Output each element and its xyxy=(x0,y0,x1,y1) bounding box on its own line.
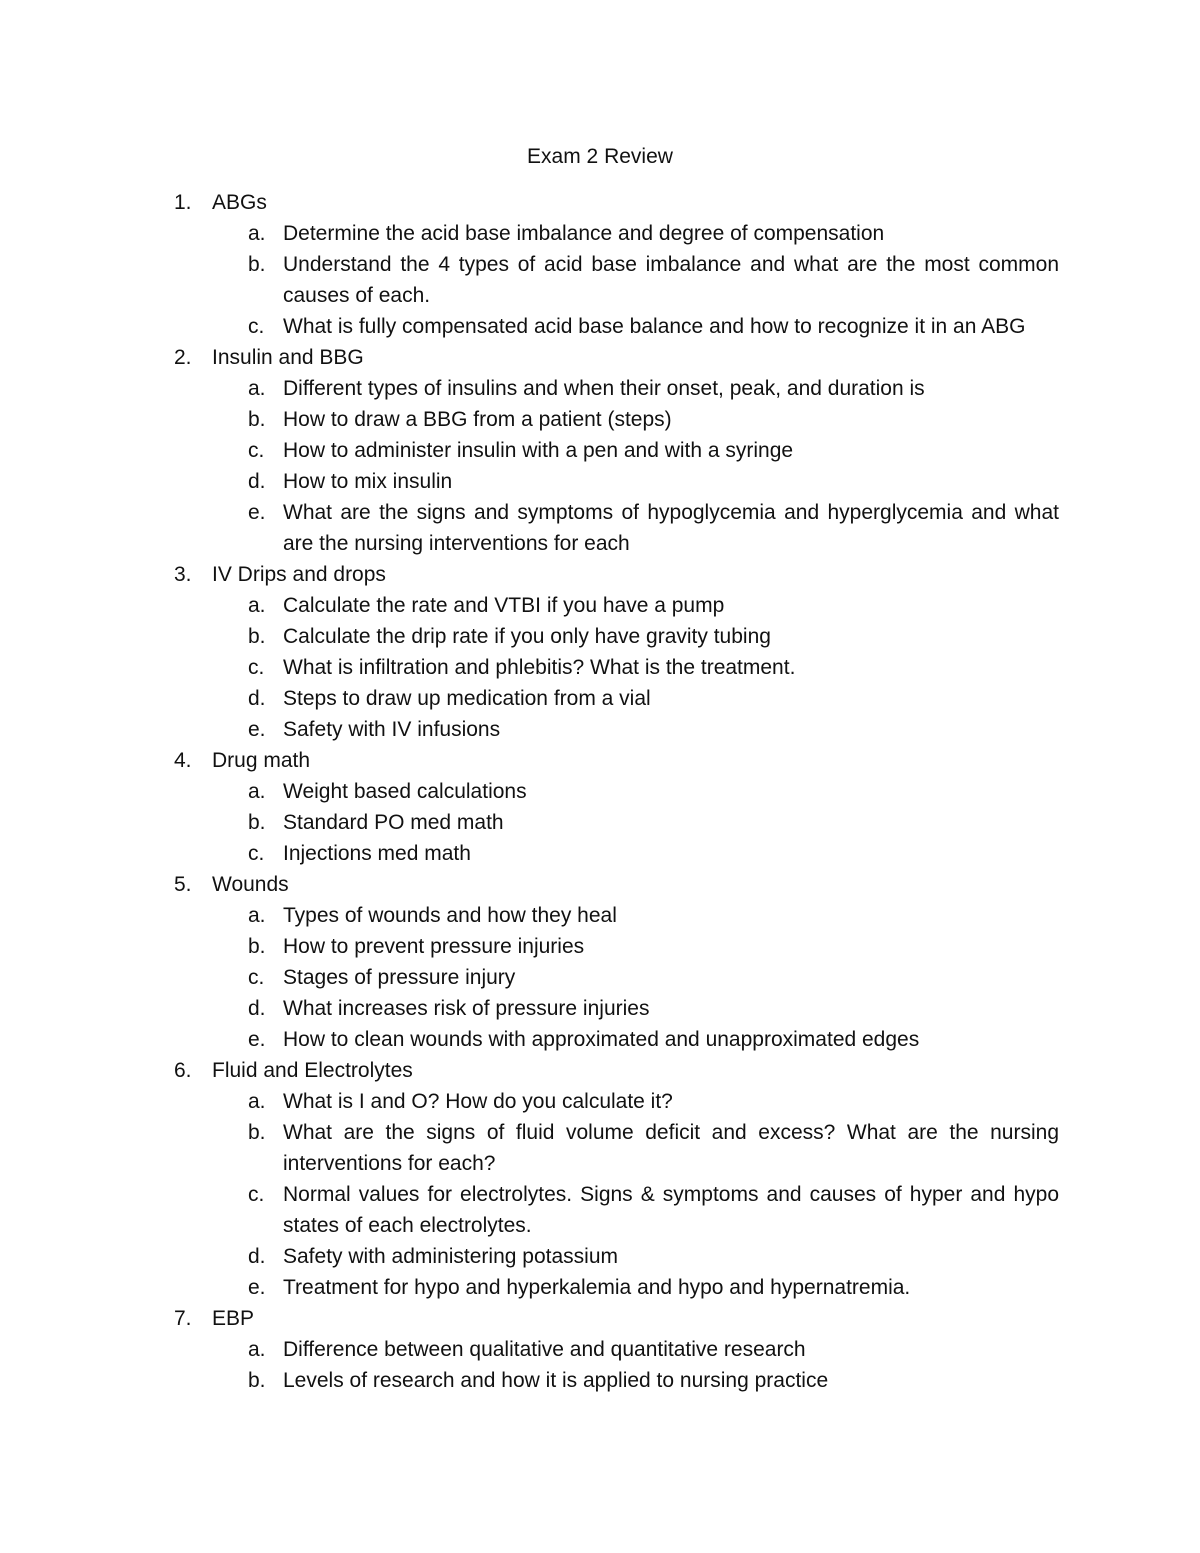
topic-label: EBP xyxy=(212,1307,255,1330)
subitem-letter: a. xyxy=(248,904,266,927)
subitem-text: Safety with administering potassium xyxy=(283,1245,618,1268)
subitem-letter: d. xyxy=(248,997,266,1020)
outline-subitem xyxy=(0,373,1200,404)
subitem-text: Normal values for electrolytes. Signs & symptoms and causes of hyper and hypo states of each electrolytes. xyxy=(283,1183,1059,1237)
subitem-letter: b. xyxy=(248,1369,266,1392)
subitem-text: What is fully compensated acid base balance and how to recognize it in an ABG xyxy=(283,315,1026,338)
subitem-text: Standard PO med math xyxy=(283,811,504,834)
outline-subitem xyxy=(0,1086,1200,1117)
subitem-letter: c. xyxy=(248,966,265,989)
subitem-letter: a. xyxy=(248,377,266,400)
outline-subitem xyxy=(0,1241,1200,1272)
topic-number: 6. xyxy=(174,1059,192,1082)
subitem-text: What increases risk of pressure injuries xyxy=(283,997,650,1020)
outline-subitem xyxy=(0,993,1200,1024)
outline-subitem xyxy=(0,1179,1200,1241)
subitem-letter: c. xyxy=(248,842,265,865)
outline-subitem xyxy=(0,838,1200,869)
topic-number: 5. xyxy=(174,873,192,896)
outline-subitem xyxy=(0,1117,1200,1179)
subitem-letter: c. xyxy=(248,656,265,679)
subitem-letter: b. xyxy=(248,811,266,834)
subitem-letter: d. xyxy=(248,687,266,710)
outline-subitem xyxy=(0,497,1200,559)
subitem-text: Steps to draw up medication from a vial xyxy=(283,687,651,710)
subitem-letter: e. xyxy=(248,718,266,741)
subitem-text: How to mix insulin xyxy=(283,470,453,493)
outline-subitem xyxy=(0,404,1200,435)
subitem-text: Safety with IV infusions xyxy=(283,718,501,741)
outline-topic xyxy=(0,1303,1200,1396)
outline-topic xyxy=(0,559,1200,745)
topic-number: 7. xyxy=(174,1307,192,1330)
outline-subitem xyxy=(0,683,1200,714)
subitem-letter: b. xyxy=(248,253,266,276)
subitem-text: Stages of pressure injury xyxy=(283,966,516,989)
document-title: Exam 2 Review xyxy=(527,145,673,168)
subitem-text: How to draw a BBG from a patient (steps) xyxy=(283,408,672,431)
outline-subitem xyxy=(0,714,1200,745)
outline-subitem xyxy=(0,807,1200,838)
subitem-text: Calculate the drip rate if you only have gravity tubing xyxy=(283,625,771,648)
subitem-letter: d. xyxy=(248,1245,266,1268)
subitem-letter: b. xyxy=(248,1121,266,1144)
outline-topic xyxy=(0,869,1200,1055)
subitem-text: Determine the acid base imbalance and degree of compensation xyxy=(283,222,885,245)
outline-subitem xyxy=(0,1272,1200,1303)
outline-topic xyxy=(0,342,1200,559)
topic-number: 2. xyxy=(174,346,192,369)
topic-label: IV Drips and drops xyxy=(212,563,386,586)
outline-subitem xyxy=(0,249,1200,311)
subitem-letter: e. xyxy=(248,501,266,524)
outline-subitem xyxy=(0,652,1200,683)
subitem-text: How to prevent pressure injuries xyxy=(283,935,585,958)
subitem-text: Different types of insulins and when their onset, peak, and duration is xyxy=(283,377,925,400)
subitem-letter: b. xyxy=(248,935,266,958)
subitem-letter: b. xyxy=(248,625,266,648)
subitem-text: Understand the 4 types of acid base imbalance and what are the most common causes of each. xyxy=(283,253,1059,307)
subitem-text: What are the signs and symptoms of hypoglycemia and hyperglycemia and what are the nursing interventions for each xyxy=(283,501,1059,555)
subitem-text: Calculate the rate and VTBI if you have a pump xyxy=(283,594,725,617)
outline-subitem xyxy=(0,1365,1200,1396)
subitem-letter: a. xyxy=(248,1090,266,1113)
subitem-letter: d. xyxy=(248,470,266,493)
subitem-letter: a. xyxy=(248,780,266,803)
subitem-text: Types of wounds and how they heal xyxy=(283,904,617,927)
outline-subitem xyxy=(0,900,1200,931)
subitem-letter: e. xyxy=(248,1276,266,1299)
subitem-letter: c. xyxy=(248,439,265,462)
topic-heading xyxy=(0,869,1200,900)
outline-subitem xyxy=(0,962,1200,993)
outline-subitem xyxy=(0,590,1200,621)
topic-heading xyxy=(0,342,1200,373)
subitem-text: How to clean wounds with approximated and unapproximated edges xyxy=(283,1028,920,1051)
subitem-letter: c. xyxy=(248,1183,265,1206)
outline-subitem xyxy=(0,311,1200,342)
topic-number: 3. xyxy=(174,563,192,586)
subitem-text: What is I and O? How do you calculate it? xyxy=(283,1090,673,1113)
outline-topic xyxy=(0,745,1200,869)
outline-topic xyxy=(0,187,1200,342)
topic-heading xyxy=(0,187,1200,218)
review-outline xyxy=(0,187,1200,1396)
outline-subitem xyxy=(0,1024,1200,1055)
topic-heading xyxy=(0,1303,1200,1334)
subitem-text: What are the signs of fluid volume deficit and excess? What are the nursing interventions for each? xyxy=(283,1121,1059,1175)
topic-label: Insulin and BBG xyxy=(212,346,364,369)
subitem-letter: a. xyxy=(248,594,266,617)
subitem-text: Levels of research and how it is applied to nursing practice xyxy=(283,1369,829,1392)
subitem-letter: a. xyxy=(248,222,266,245)
outline-subitem xyxy=(0,1334,1200,1365)
topic-label: ABGs xyxy=(212,191,267,214)
topic-heading xyxy=(0,1055,1200,1086)
outline-subitem xyxy=(0,218,1200,249)
outline-subitem xyxy=(0,435,1200,466)
subitem-text: How to administer insulin with a pen and with a syringe xyxy=(283,439,794,462)
outline-subitem xyxy=(0,466,1200,497)
topic-label: Drug math xyxy=(212,749,311,772)
subitem-text: Injections med math xyxy=(283,842,471,865)
subitem-text: Weight based calculations xyxy=(283,780,527,803)
topic-number: 4. xyxy=(174,749,192,772)
subitem-letter: a. xyxy=(248,1338,266,1361)
outline-topic xyxy=(0,1055,1200,1303)
topic-heading xyxy=(0,559,1200,590)
subitem-text: What is infiltration and phlebitis? What is the treatment. xyxy=(283,656,796,679)
subitem-letter: e. xyxy=(248,1028,266,1051)
topic-number: 1. xyxy=(174,191,192,214)
outline-subitem xyxy=(0,776,1200,807)
outline-subitem xyxy=(0,621,1200,652)
subitem-letter: b. xyxy=(248,408,266,431)
outline-subitem xyxy=(0,931,1200,962)
subitem-text: Difference between qualitative and quantitative research xyxy=(283,1338,806,1361)
subitem-text: Treatment for hypo and hyperkalemia and hypo and hypernatremia. xyxy=(283,1276,911,1299)
subitem-letter: c. xyxy=(248,315,265,338)
topic-label: Fluid and Electrolytes xyxy=(212,1059,413,1082)
topic-label: Wounds xyxy=(212,873,289,896)
topic-heading xyxy=(0,745,1200,776)
